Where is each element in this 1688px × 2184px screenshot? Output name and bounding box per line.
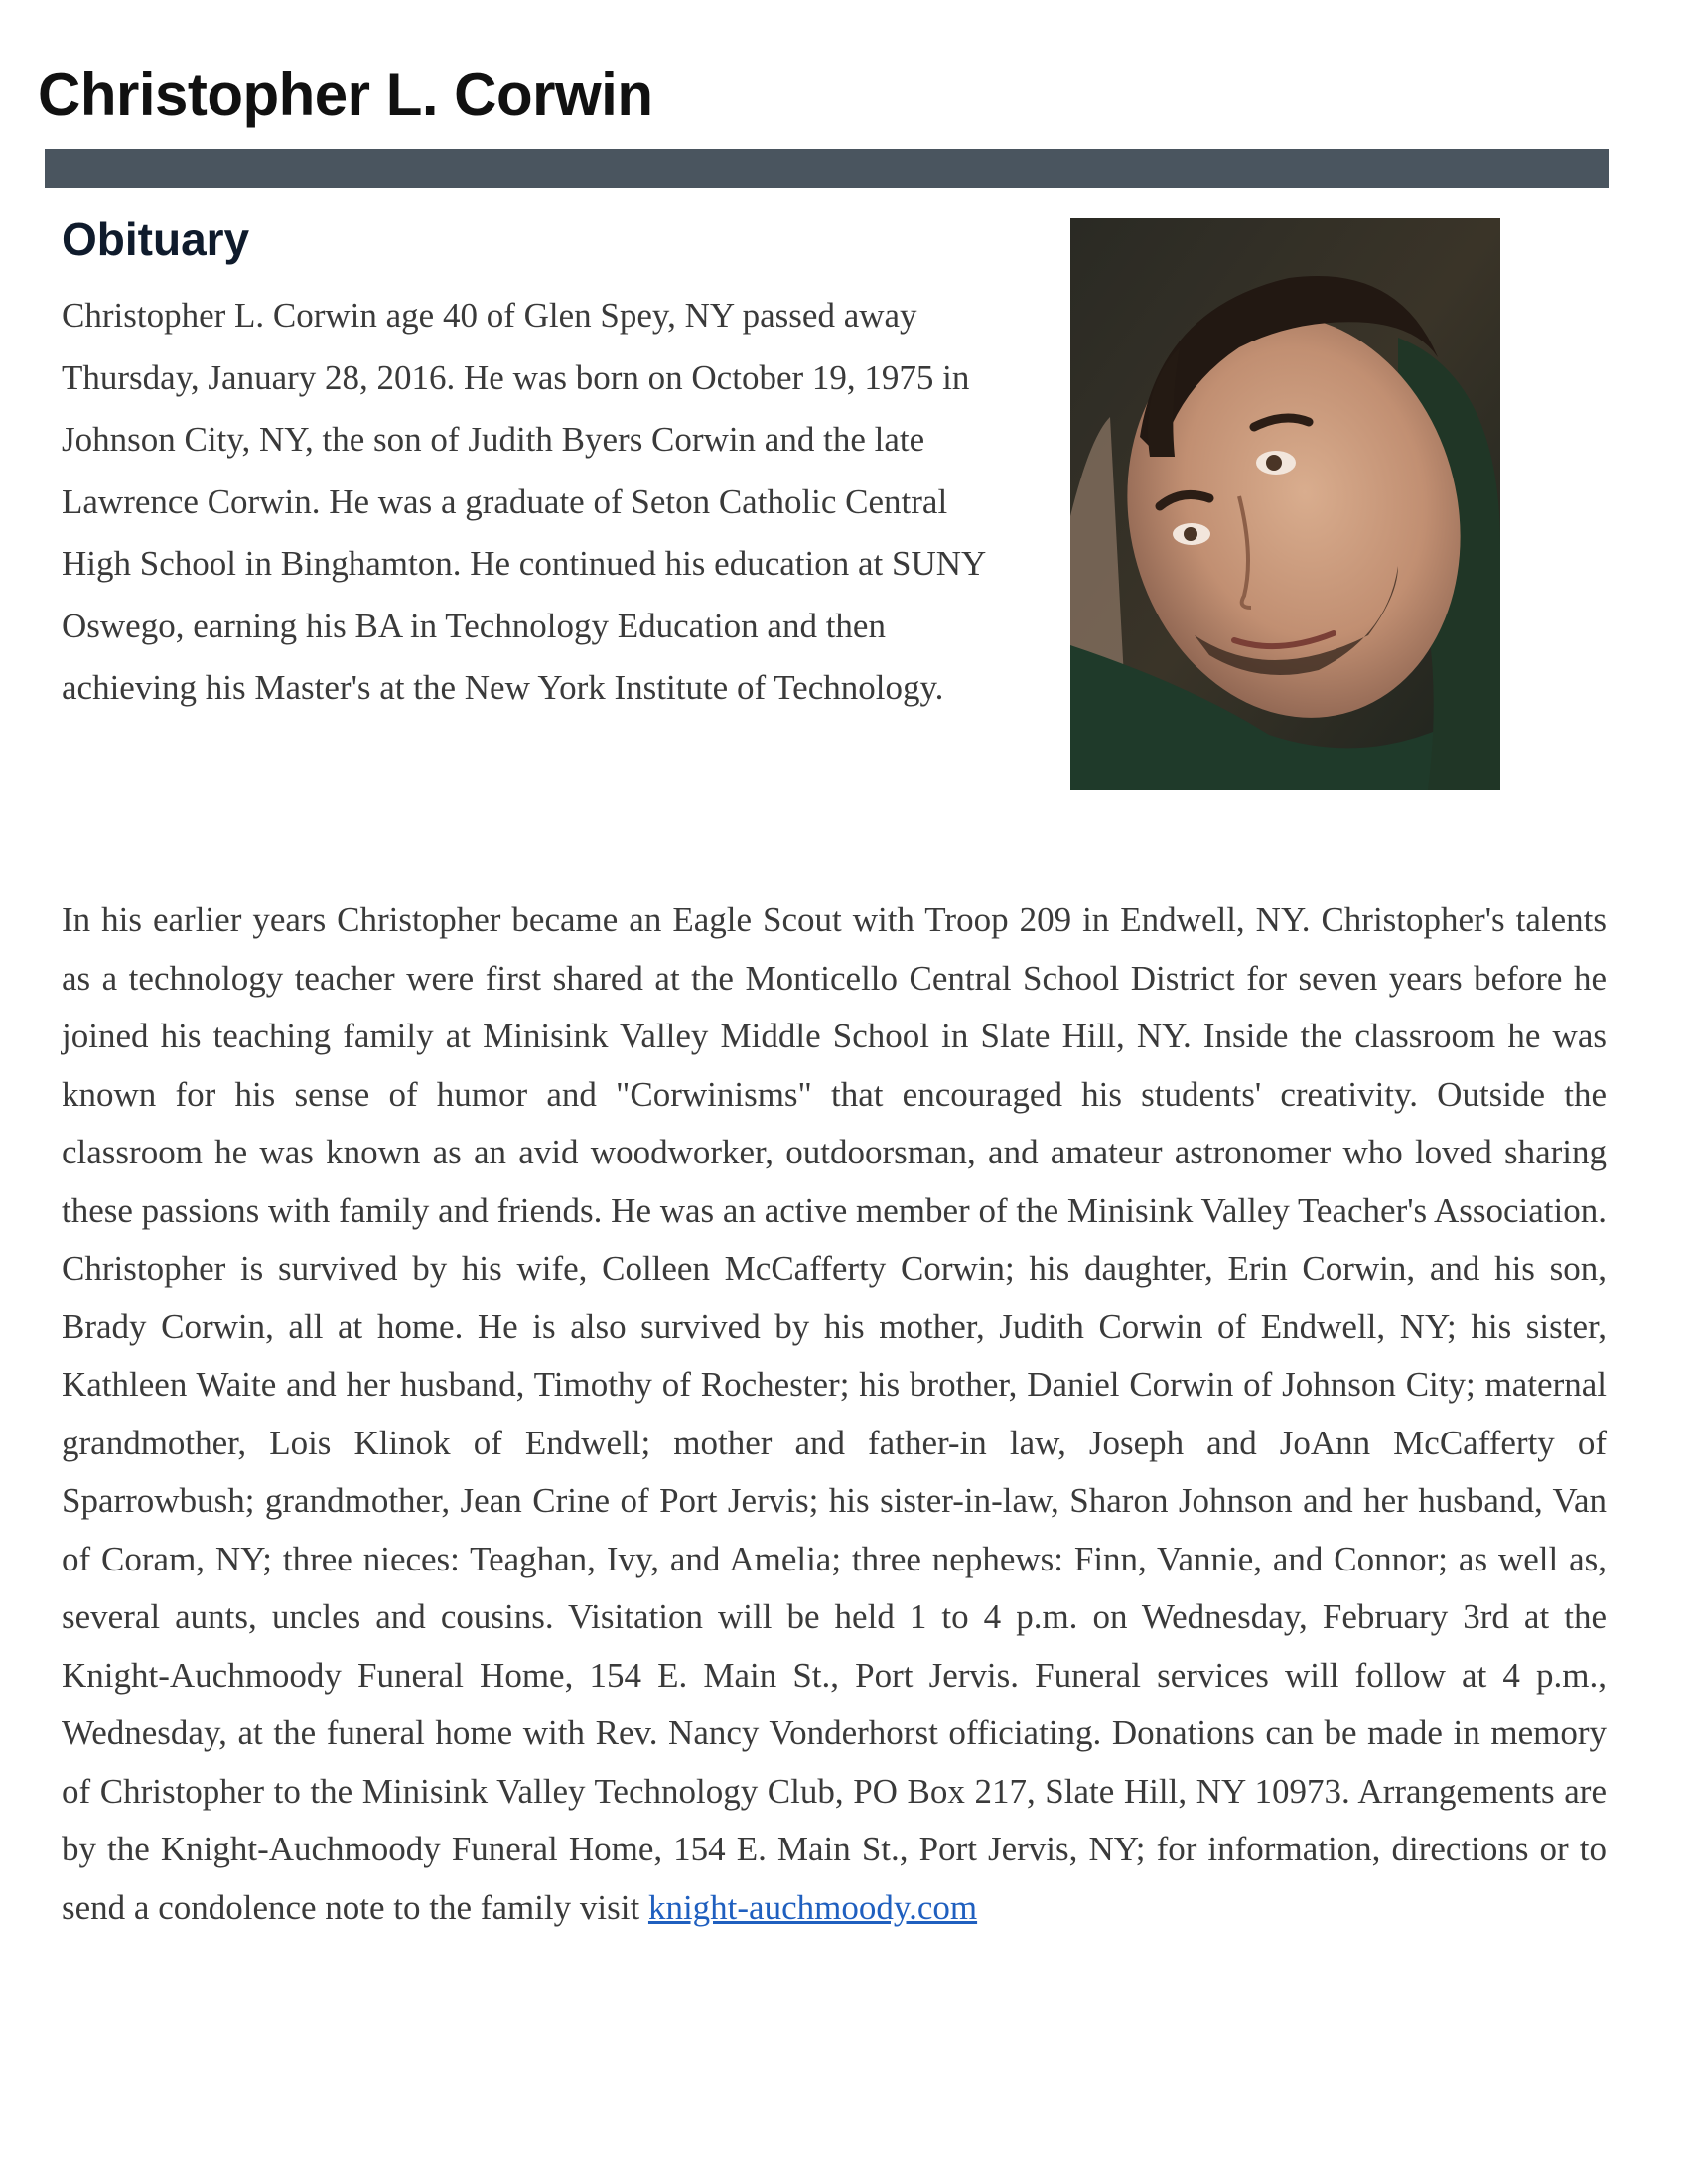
page-title: Christopher L. Corwin xyxy=(38,62,653,128)
intro-paragraph: Christopher L. Corwin age 40 of Glen Spey, NY passed away Thursday, January 28, 2016. He was born on October 19, 1975 in Johnson City, NY, the son of Judith Byers Corwin and the late Lawrence Corwin. He was a graduate of Seton Catholic Central High School in Binghamton. He continued his education at SUNY Oswego, earning his BA in Technology Education and then achieving his Master's at the New York Institute of Technology. xyxy=(62,296,985,707)
body-text: In his earlier years Christopher became an Eagle Scout with Troop 209 in Endwell, NY. Christopher's talents as a technology teacher were first shared at the Monticello Central School District for seven years before he joined his teaching family at Minisink Valley Middle School in Slate Hill, NY. Inside the classroom he was known for his sense of humor and "Corwinisms" that encouraged his students' creativity. Outside the classroom he was known as an avid woodworker, outdoorsman, and amateur astronomer who loved sharing these passions with family and friends. He was an active member of the Minisink Valley Teacher's Association. Christopher is survived by his wife, Colleen McCafferty Corwin; his daughter, Erin Corwin, and his son, Brady Corwin, all at home. He is also survived by his mother, Judith Corwin of Endwell, NY; his sister, Kathleen Waite and her husband, Timothy of Rochester; his brother, Daniel Corwin of Johnson City; maternal grandmother, Lois Klinok of Endwell; mother and father-in law, Joseph and JoAnn McCafferty of Sparrowbush; grandmother, Jean Crine of Port Jervis; his sister-in-law, Sharon Johnson and her husband, Van of Coram, NY; three nieces: Teaghan, Ivy, and Amelia; three nephews: Finn, Vannie, and Connor; as well as, several aunts, uncles and cousins. Visitation will be held 1 to 4 p.m. on Wednesday, February 3rd at the Knight-Auchmoody Funeral Home, 154 E. Main St., Port Jervis. Funeral services will follow at 4 p.m., Wednesday, at the funeral home with Rev. Nancy Vonderhorst officiating. Donations can be made in memory of Christopher to the Minisink Valley Technology Club, PO Box 217, Slate Hill, NY 10973. Arrangements are by the Knight-Auchmoody Funeral Home, 154 E. Main St., Port Jervis, NY; for information, directions or to send a condolence note to the family visit xyxy=(62,900,1607,1927)
portrait-photo xyxy=(1070,218,1500,790)
section-heading: Obituary xyxy=(62,213,250,265)
body-paragraph xyxy=(62,891,1607,1937)
funeral-home-website-link[interactable]: knight-auchmoody.com xyxy=(647,1887,978,1927)
title-divider-bar xyxy=(45,149,1609,188)
